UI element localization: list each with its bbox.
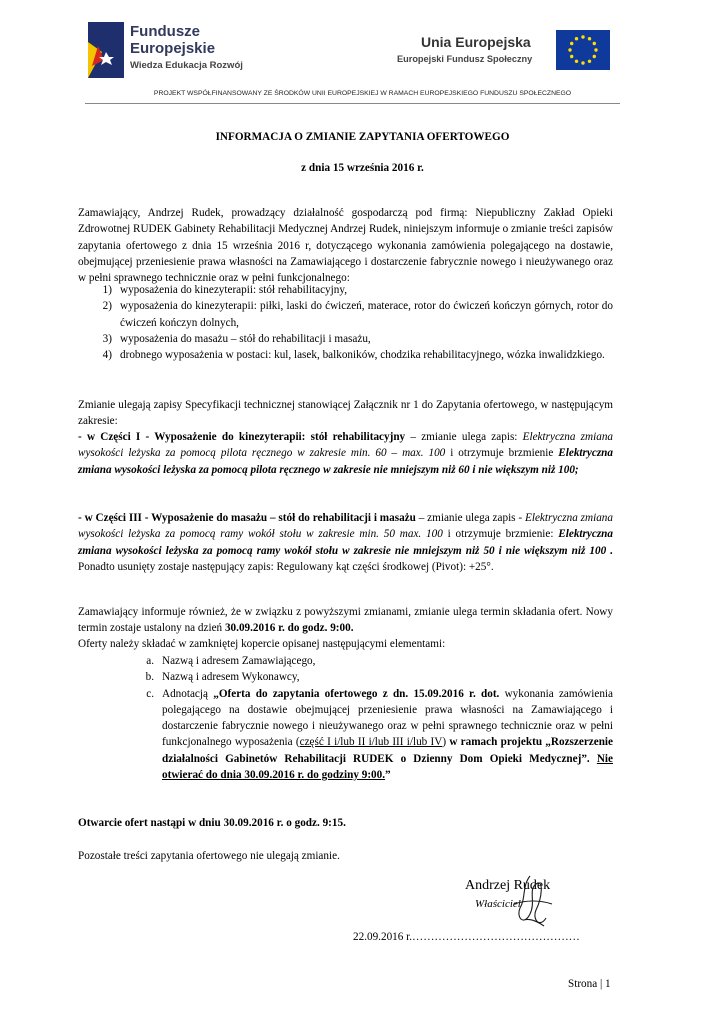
signature-block (440, 876, 590, 936)
deadline-paragraph: Zamawiający informuje również, że w związku z powyższymi zmianami, zmianie ulega termin składania ofert. Nowy termin zostaje ustalony na dzień 30.09.2016 r. do godz. 9:00. (78, 606, 613, 635)
sign-date: 22.09.2016 r.……………………………………… (353, 931, 580, 943)
page-title: INFORMACJA O ZMIANIE ZAPYTANIA OFERTOWEGO (215, 131, 510, 143)
items-list (78, 282, 613, 363)
signer-name: Andrzej Rudek (465, 878, 551, 893)
ue-line1: Unia Europejska (421, 34, 531, 50)
list-item: 4) drobnego wyposażenia w postaci: kul, lasek, balkoników, chodzika rehabilitacyjnego, wózka inwalidzkiego. (102, 349, 605, 362)
fe-emblem-icon (88, 22, 124, 78)
fundusze-europejskie-logo (88, 22, 268, 80)
envelope-intro: Oferty należy składać w zamkniętej kopercie opisanej następującymi elementami: (78, 638, 446, 650)
unia-europejska-logo (393, 30, 613, 76)
intro-paragraph: Zamawiający, Andrzej Rudek, prowadzący działalność gospodarczą pod firmą: Niepubliczny Zakład Opieki Zdrowotnej RUDEK Gabinety Rehabilitacji Medycznej Andrzej Rudek, niniejszym informuje o zmianie treści zapisów zapytania ofertowego z dnia 15 września 2016 r, dotyczącego wykonania zamówienia polegającego na dostawie, obejmującej przeniesienie prawa własności na Zamawiającego i dostarczenie fabrycznie nowego i nieużywanego oraz w pełni sprawnego technicznie oraz w pełni funkcjonalnego: (78, 207, 613, 285)
changes-intro: Zmianie ulegają zapisy Specyfikacji technicznej stanowiącej Załącznik nr 1 do Zapytania ofertowego, w następującym zakresie: (78, 399, 613, 428)
opening-note: Otwarcie ofert nastąpi w dniu 30.09.2016 r. o godz. 9:15. (78, 817, 346, 829)
handwritten-signature-icon (500, 874, 560, 932)
project-note: PROJEKT WSPÓŁFINANSOWANY ZE ŚRODKÓW UNII EUROPEJSKIEJ W RAMACH EUROPEJSKIEGO FUNDUSZU SPOŁECZNEGO (153, 90, 572, 97)
date-line: z dnia 15 września 2016 r. (301, 162, 424, 174)
envelope-list (120, 653, 613, 783)
fe-line2: Europejskie (130, 40, 216, 57)
fe-line1: Fundusze (130, 23, 200, 40)
list-item: 1) wyposażenia do kinezyterapii: stół rehabilitacyjny, (102, 284, 347, 296)
change-part-1: - w Części I - Wyposażenie do kinezyterapii: stół rehabilitacyjny – zmianie ulega zapis: Elektryczna zmiana wysokości leżyska za pomocą pilota ręcznego w zakresie min. 60 – max. 100 i otrzymuje brzmienie Elektryczna zmiana wysokości leżyska za pomocą pilota ręcznego w zakresie nie mniejszym niż 60 i nie większym niż 100; (78, 431, 614, 476)
list-item: b. Nazwą i adresem Wykonawcy, (145, 671, 300, 684)
closing-note: Pozostałe treści zapytania ofertowego nie ulegają zmianie. (78, 850, 340, 862)
change-part-3: - w Części III - Wyposażenie do masażu – stół do rehabilitacji i masażu – zmianie ulega zapis - Elektryczna zmiana wysokości leżyska za pomocą ramy wokół stołu w zakresie min. 50 max. 100 i otrzymuje brzmienie: Elektryczna zmiana wysokości leżyska za pomocą ramy wokół stołu w zakresie nie mniejszym niż 50 i nie większym niż 100 . Ponadto usunięty zostaje następujący zapis: Regulowany kąt części środkowej (Pivot): +25°. (78, 512, 613, 573)
list-item: a. Nazwą i adresem Zamawiającego, (146, 655, 316, 667)
list-item: 3) wyposażenia do masażu – stół do rehabilitacji i masażu, (102, 332, 371, 345)
fe-line3: Wiedza Edukacja Rozwój (130, 60, 243, 71)
list-item: 2) wyposażenia do kinezyterapii: piłki, laski do ćwiczeń, materace, rotor do ćwiczeń kończyn górnych, rotor do ćwiczeń kończyn dolnych, (102, 300, 613, 329)
signer-role: Właściciel (475, 898, 521, 910)
header-divider (85, 103, 620, 104)
eu-flag-icon (556, 30, 610, 70)
page-number: Strona | 1 (568, 978, 611, 990)
list-item: c. Adnotacją „Oferta do zapytania ofertowego z dn. 15.09.2016 r. dot. wykonania zamówienia polegającego na dostawie obejmującej przeniesienie prawa własności na Zamawiającego i dostarczenie fabrycznie nowego i nieużywanego oraz w pełni sprawnego technicznie oraz w pełni funkcjonalnego wyposażenia (część I i/lub II i/lub III i/lub IV) w ramach projektu „Rozszerzenie działalności Gabinetów Rehabilitacji RUDEK o Dzienny Dom Opieki Medycznej”. Nie otwierać do dnia 30.09.2016 r. do godziny 9:00.” (146, 687, 614, 782)
ue-line2: Europejski Fundusz Społeczny (397, 54, 533, 64)
